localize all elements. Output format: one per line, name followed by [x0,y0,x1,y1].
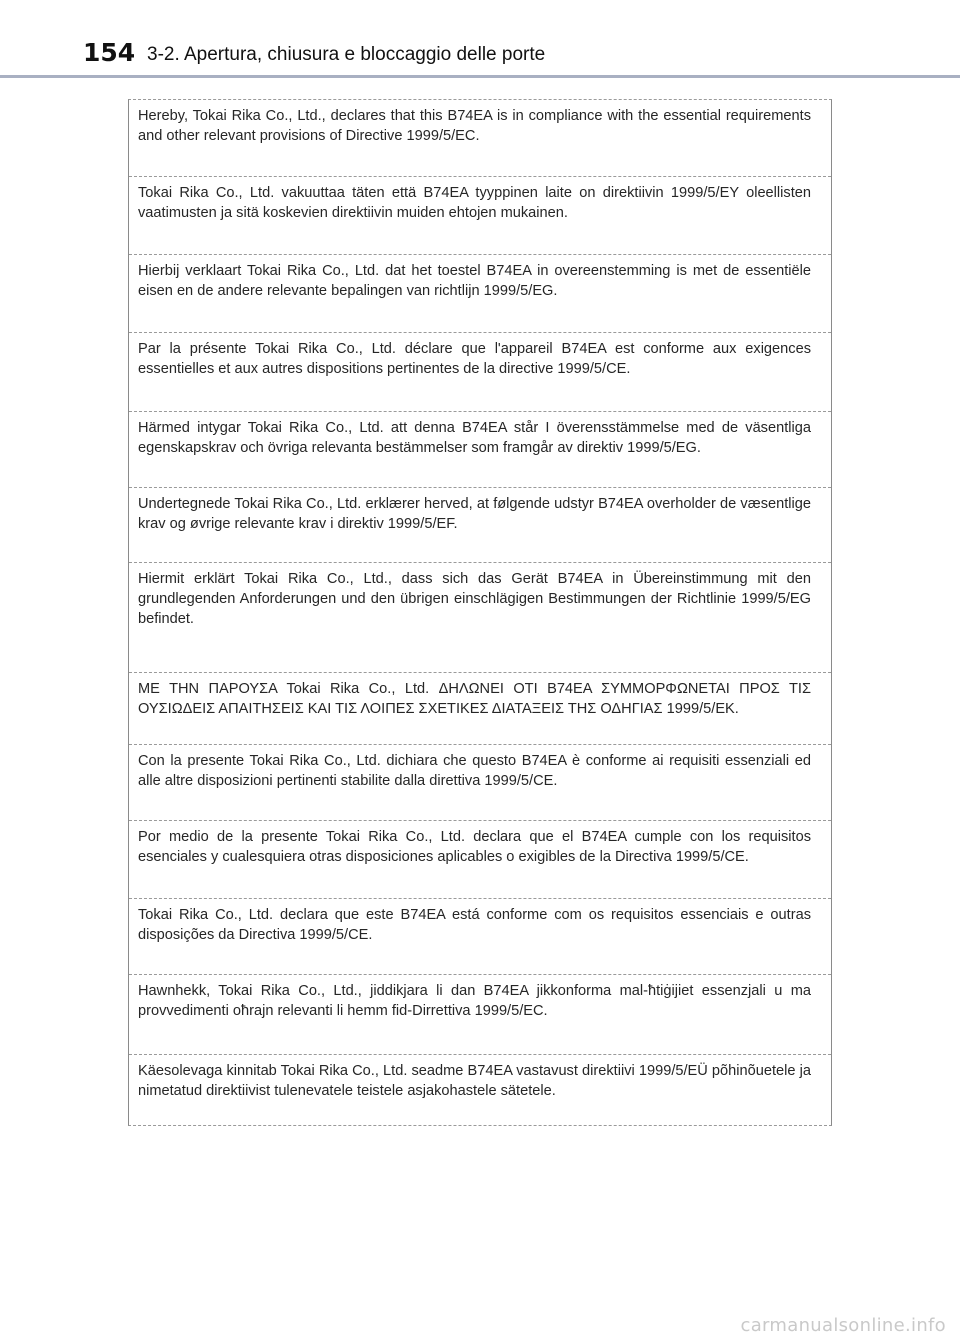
declaration-mt [129,974,831,1054]
watermark: carmanualsonline.info [740,1315,946,1336]
page-number: 154 [83,38,136,67]
declaration-text: Tokai Rika Co., Ltd. declara que este B74EA está conforme com os requisitos essenciais e outras disposições da Directiva 1999/5/CE. [138,907,811,943]
declaration-sv [129,411,831,487]
declaration-text: Käesolevaga kinnitab Tokai Rika Co., Ltd. seadme B74EA vastavust direktiivi 1999/5/EÜ põhinõuetele ja nimetatud direktiivist tulenevatele teistele asjakohastele sätetele. [138,1063,811,1099]
declaration-text: Härmed intygar Tokai Rika Co., Ltd. att denna B74EA står I överensstämmelse med de väsentliga egenskapskrav och övriga relevanta bestämmelser som framgår av direktiv 1999/5/EG. [138,420,811,456]
declarations-box [128,99,832,1126]
declaration-nl [129,254,831,332]
declaration-text: ΜΕ ΤΗΝ ΠΑΡΟΥΣΑ Tokai Rika Co., Ltd. ΔΗΛΩΝΕΙ ΟΤΙ B74EA ΣΥΜΜΟΡΦΩΝΕΤΑΙ ΠΡΟΣ ΤΙΣ ΟΥΣΙΩΔΕΙΣ ΑΠΑΙΤΗΣΕΙΣ ΚΑΙ ΤΙΣ ΛΟΙΠΕΣ ΣΧΕΤΙΚΕΣ ΔΙΑΤΑΞΕΙΣ ΤΗΣ ΟΔΗΓΙΑΣ 1999/5/ΕΚ. [138,681,811,717]
declaration-de [129,562,831,672]
declaration-text: Tokai Rika Co., Ltd. vakuuttaa täten että B74EA tyyppinen laite on direktiivin 1999/5/EY oleellisten vaatimusten ja sitä koskevien direktiivin muiden ehtojen mukainen. [138,185,811,221]
declaration-text: Undertegnede Tokai Rika Co., Ltd. erklærer herved, at følgende udstyr B74EA overholder de væsentlige krav og øvrige relevante krav i direktiv 1999/5/EF. [138,496,811,532]
declaration-text: Hawnhekk, Tokai Rika Co., Ltd., jiddikjara li dan B74EA jikkonforma mal-ħtiġijiet essenzjali u ma provvedimenti oħrajn relevanti li hemm fid-Dirrettiva 1999/5/EC. [138,983,811,1019]
declaration-pt [129,898,831,974]
declaration-it [129,744,831,820]
declaration-da [129,487,831,562]
declaration-fi [129,176,831,254]
header-divider [0,75,960,78]
declaration-text: Hereby, Tokai Rika Co., Ltd., declares that this B74EA is in compliance with the essential requirements and other relevant provisions of Directive 1999/5/EC. [138,108,811,144]
declaration-el [129,672,831,744]
declaration-et [129,1054,831,1125]
declaration-text: Hierbij verklaart Tokai Rika Co., Ltd. dat het toestel B74EA in overeenstemming is met de essentiële eisen en de andere relevante bepalingen van richtlijn 1999/5/EG. [138,263,811,299]
declaration-text: Por medio de la presente Tokai Rika Co., Ltd. declara que el B74EA cumple con los requisitos esenciales y cualesquiera otras disposiciones aplicables o exigibles de la Directiva 1999/5/CE. [138,829,811,865]
declaration-en [129,100,831,176]
section-title: 3-2. Apertura, chiusura e bloccaggio delle porte [147,44,546,65]
declaration-text: Par la présente Tokai Rika Co., Ltd. déclare que l'appareil B74EA est conforme aux exigences essentielles et aux autres dispositions pertinentes de la directive 1999/5/CE. [138,341,811,377]
declaration-text: Con la presente Tokai Rika Co., Ltd. dichiara che questo B74EA è conforme ai requisiti essenziali ed alle altre disposizioni pertinenti stabilite dalla direttiva 1999/5/CE. [138,753,811,789]
page-header [0,0,960,78]
declaration-es [129,820,831,898]
declaration-text: Hiermit erklärt Tokai Rika Co., Ltd., dass sich das Gerät B74EA in Übereinstimmung mit den grundlegenden Anforderungen und den übrigen einschlägigen Bestimmungen der Richtlinie 1999/5/EG befindet. [138,571,811,627]
declaration-fr [129,332,831,411]
